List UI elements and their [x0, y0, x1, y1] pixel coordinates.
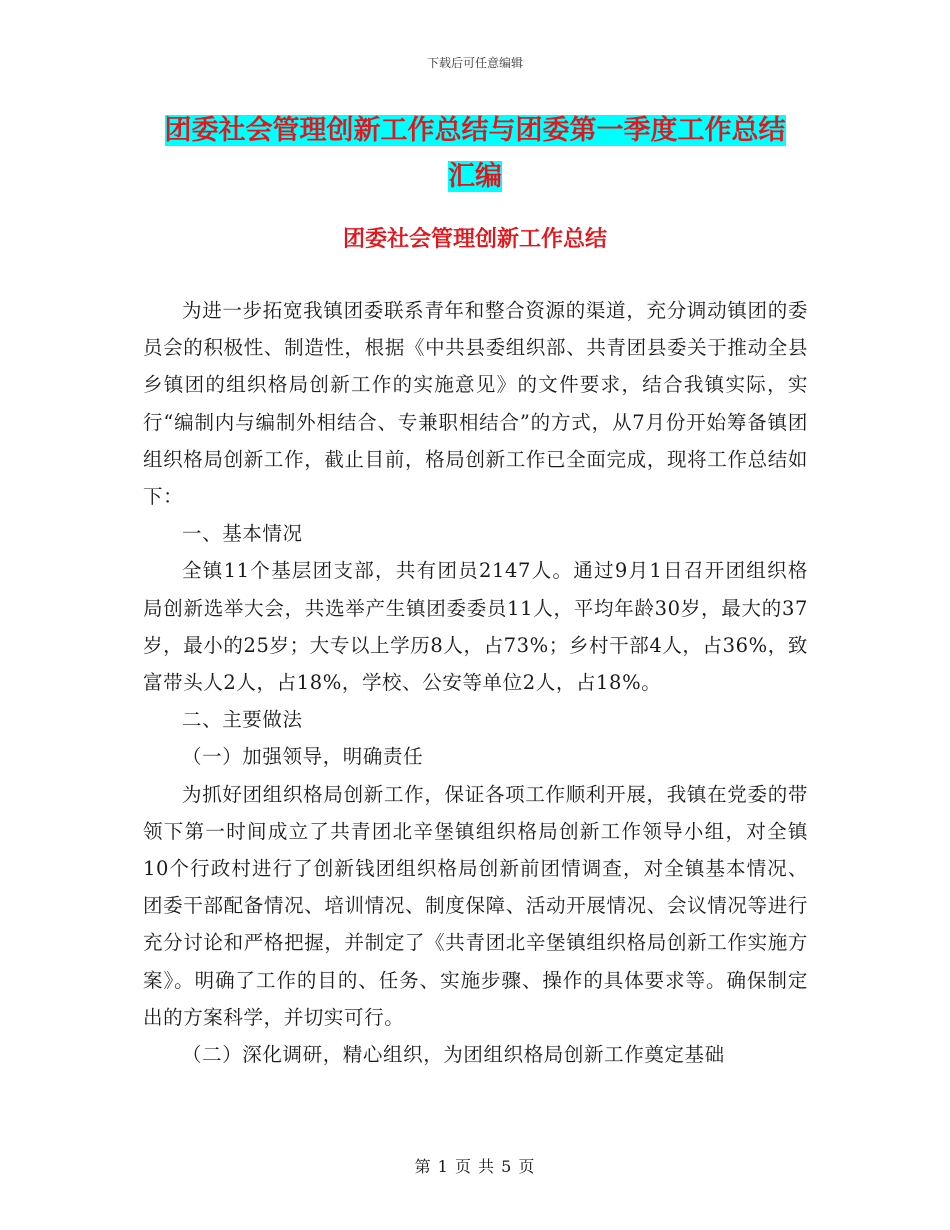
subheading-research: （二）深化调研，精心组织，为团组织格局创新工作奠定基础: [182, 1043, 725, 1067]
document-title-line-2: 汇编: [448, 161, 502, 192]
section-title: 团委社会管理创新工作总结: [342, 227, 607, 252]
document-title: [120, 108, 830, 200]
paragraph-leadership: 为抓好团组织格局创新工作，保证各项工作顺利开展，我镇在党委的带领下第一时间成立了共青团北辛堡镇组织格局创新工作领导小组，对全镇10个行政村进行了创新钱团组织格局创新前团情调查，对全镇基本情况、团委干部配备情况、培训情况、制度保障、活动开展情况、会议情况等进行充分讨论和严格把握，并制定了《共青团北辛堡镇组织格局创新工作实施方案》。明确了工作的目的、任务、实施步骤、操作的具体要求等。确保制定出的方案科学，并切实可行。: [143, 782, 808, 1029]
page-footer-page-number: 第 1 页 共 5 页: [414, 1157, 536, 1176]
page-header-note: 下载后可任意编辑: [426, 56, 523, 70]
heading-main-practices: 二、主要做法: [182, 708, 303, 732]
paragraph-intro: 为进一步拓宽我镇团委联系青年和整合资源的渠道，充分调动镇团的委员会的积极性、制造性，根据《中共县委组织部、共青团县委关于推动全县乡镇团的组织格局创新工作的实施意见》的文件要求，结合我镇实际，实行“编制内与编制外相结合、专兼职相结合”的方式，从7月份开始筹备镇团组织格局创新工作，截止目前，格局创新工作已全面完成，现将工作总结如下：: [143, 299, 808, 509]
subheading-leadership: （一）加强领导，明确责任: [182, 745, 424, 769]
heading-basic-situation: 一、基本情况: [182, 522, 303, 546]
paragraph-basic-situation: 全镇11个基层团支部，共有团员2147人。通过9月1日召开团组织格局创新选举大会，共选举产生镇团委委员11人，平均年龄30岁，最大的37岁，最小的25岁；大专以上学历8人，占73%；乡村干部4人，占36%，致富带头人2人，占18%，学校、公安等单位2人，占18%。: [143, 559, 808, 695]
document-title-line-1: 团委社会管理创新工作总结与团委第一季度工作总结: [164, 115, 786, 146]
body-text: [143, 292, 808, 1073]
